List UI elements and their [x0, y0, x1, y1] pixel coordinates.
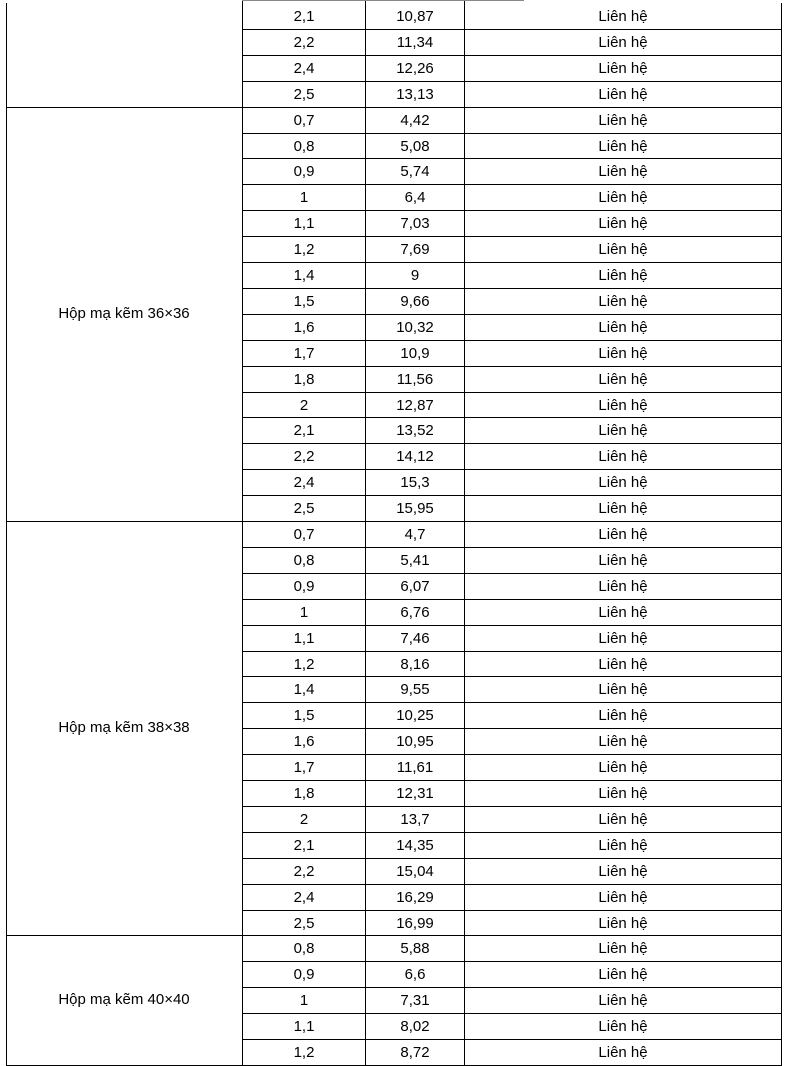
thickness-cell: 1,4	[293, 267, 315, 284]
product-name-cell: Hộp mạ kẽm 40×40	[58, 991, 190, 1008]
thickness-cell: 1,4	[293, 681, 315, 698]
weight-cell: 16,29	[396, 889, 434, 906]
thickness-cell: 1,1	[293, 1018, 315, 1035]
price-cell: Liên hệ	[598, 112, 648, 129]
price-cell: Liên hệ	[598, 86, 648, 103]
price-cell: Liên hệ	[598, 138, 648, 155]
price-cell: Liên hệ	[598, 1018, 648, 1035]
thickness-cell: 0,9	[293, 578, 315, 595]
thickness-cell: 0,9	[293, 966, 315, 983]
price-cell: Liên hệ	[598, 241, 648, 258]
weight-cell: 10,9	[400, 345, 430, 362]
thickness-cell: 2,5	[293, 500, 315, 517]
thickness-cell: 0,7	[293, 526, 315, 543]
thickness-cell: 0,9	[293, 163, 315, 180]
thickness-cell: 2,5	[293, 915, 315, 932]
weight-cell: 4,7	[404, 526, 426, 543]
thickness-cell: 1,1	[293, 215, 315, 232]
thickness-cell: 1,2	[293, 1044, 315, 1061]
weight-cell: 10,32	[396, 319, 434, 336]
thickness-cell: 1,7	[293, 759, 315, 776]
weight-cell: 7,31	[400, 992, 430, 1009]
weight-cell: 6,76	[400, 604, 430, 621]
weight-cell: 5,08	[400, 138, 430, 155]
thickness-cell: 1,8	[293, 371, 315, 388]
product-name-cell	[6, 3, 242, 107]
weight-cell: 13,13	[396, 86, 434, 103]
price-cell: Liên hệ	[598, 889, 648, 906]
weight-cell: 8,72	[400, 1044, 430, 1061]
price-cell: Liên hệ	[598, 293, 648, 310]
price-cell: Liên hệ	[598, 371, 648, 388]
price-cell: Liên hệ	[598, 215, 648, 232]
thickness-cell: 1,5	[293, 707, 315, 724]
price-cell: Liên hệ	[598, 60, 648, 77]
price-cell: Liên hệ	[598, 267, 648, 284]
price-cell: Liên hệ	[598, 707, 648, 724]
weight-cell: 9,66	[400, 293, 430, 310]
weight-cell: 15,04	[396, 863, 434, 880]
thickness-cell: 2,2	[293, 34, 315, 51]
weight-cell: 6,6	[404, 966, 426, 983]
price-cell: Liên hệ	[598, 863, 648, 880]
weight-cell: 10,25	[396, 707, 434, 724]
weight-cell: 10,95	[396, 733, 434, 750]
weight-cell: 5,88	[400, 940, 430, 957]
thickness-cell: 2	[299, 397, 309, 414]
price-cell: Liên hệ	[598, 578, 648, 595]
price-cell: Liên hệ	[598, 163, 648, 180]
price-cell: Liên hệ	[598, 759, 648, 776]
price-cell: Liên hệ	[598, 915, 648, 932]
price-cell: Liên hệ	[598, 448, 648, 465]
weight-cell: 7,46	[400, 630, 430, 647]
table-top-fragment	[242, 0, 524, 1]
thickness-cell: 2,4	[293, 474, 315, 491]
thickness-cell: 2,1	[293, 837, 315, 854]
thickness-cell: 2,1	[293, 8, 315, 25]
price-cell: Liên hệ	[598, 422, 648, 439]
price-cell: Liên hệ	[598, 1044, 648, 1061]
weight-cell: 12,26	[396, 60, 434, 77]
thickness-cell: 1,5	[293, 293, 315, 310]
weight-cell: 12,31	[396, 785, 434, 802]
weight-cell: 10,87	[396, 8, 434, 25]
weight-cell: 7,69	[400, 241, 430, 258]
price-cell: Liên hệ	[598, 992, 648, 1009]
price-cell: Liên hệ	[598, 526, 648, 543]
weight-cell: 15,95	[396, 500, 434, 517]
thickness-cell: 2,5	[293, 86, 315, 103]
weight-cell: 13,52	[396, 422, 434, 439]
thickness-cell: 2	[299, 811, 309, 828]
thickness-cell: 1	[299, 992, 309, 1009]
price-cell: Liên hệ	[598, 189, 648, 206]
weight-cell: 11,34	[396, 34, 434, 51]
price-cell: Liên hệ	[598, 940, 648, 957]
weight-cell: 6,07	[400, 578, 430, 595]
thickness-cell: 0,8	[293, 552, 315, 569]
price-cell: Liên hệ	[598, 811, 648, 828]
price-cell: Liên hệ	[598, 656, 648, 673]
weight-cell: 11,56	[396, 371, 434, 388]
price-cell: Liên hệ	[598, 474, 648, 491]
price-cell: Liên hệ	[598, 837, 648, 854]
price-cell: Liên hệ	[598, 966, 648, 983]
thickness-cell: 2,4	[293, 889, 315, 906]
thickness-cell: 1,2	[293, 241, 315, 258]
weight-cell: 14,12	[396, 448, 434, 465]
weight-cell: 16,99	[396, 915, 434, 932]
price-cell: Liên hệ	[598, 785, 648, 802]
thickness-cell: 1,2	[293, 656, 315, 673]
weight-cell: 7,03	[400, 215, 430, 232]
thickness-cell: 0,8	[293, 940, 315, 957]
weight-cell: 11,61	[396, 759, 434, 776]
weight-cell: 12,87	[396, 397, 434, 414]
weight-cell: 5,74	[400, 163, 430, 180]
weight-cell: 15,3	[400, 474, 430, 491]
price-cell: Liên hệ	[598, 345, 648, 362]
thickness-cell: 1,6	[293, 319, 315, 336]
weight-cell: 6,4	[404, 189, 426, 206]
price-cell: Liên hệ	[598, 604, 648, 621]
price-cell: Liên hệ	[598, 397, 648, 414]
thickness-cell: 0,7	[293, 112, 315, 129]
price-cell: Liên hệ	[598, 681, 648, 698]
thickness-cell: 1,6	[293, 733, 315, 750]
weight-cell: 5,41	[400, 552, 430, 569]
weight-cell: 4,42	[400, 112, 430, 129]
price-cell: Liên hệ	[598, 8, 648, 25]
price-cell: Liên hệ	[598, 319, 648, 336]
product-name-cell: Hộp mạ kẽm 36×36	[58, 305, 190, 322]
thickness-cell: 2,2	[293, 863, 315, 880]
weight-cell: 9	[410, 267, 420, 284]
price-cell: Liên hệ	[598, 552, 648, 569]
thickness-cell: 2,1	[293, 422, 315, 439]
weight-cell: 9,55	[400, 681, 430, 698]
thickness-cell: 2,2	[293, 448, 315, 465]
thickness-cell: 1,8	[293, 785, 315, 802]
price-cell: Liên hệ	[598, 500, 648, 517]
price-cell: Liên hệ	[598, 630, 648, 647]
weight-cell: 14,35	[396, 837, 434, 854]
thickness-cell: 1,7	[293, 345, 315, 362]
thickness-cell: 2,4	[293, 60, 315, 77]
thickness-cell: 1	[299, 189, 309, 206]
product-name-cell: Hộp mạ kẽm 38×38	[58, 719, 190, 736]
thickness-cell: 1	[299, 604, 309, 621]
weight-cell: 8,16	[400, 656, 430, 673]
weight-cell: 8,02	[400, 1018, 430, 1035]
price-cell: Liên hệ	[598, 733, 648, 750]
thickness-cell: 1,1	[293, 630, 315, 647]
weight-cell: 13,7	[400, 811, 430, 828]
price-cell: Liên hệ	[598, 34, 648, 51]
column-border-right	[781, 3, 782, 1066]
thickness-cell: 0,8	[293, 138, 315, 155]
